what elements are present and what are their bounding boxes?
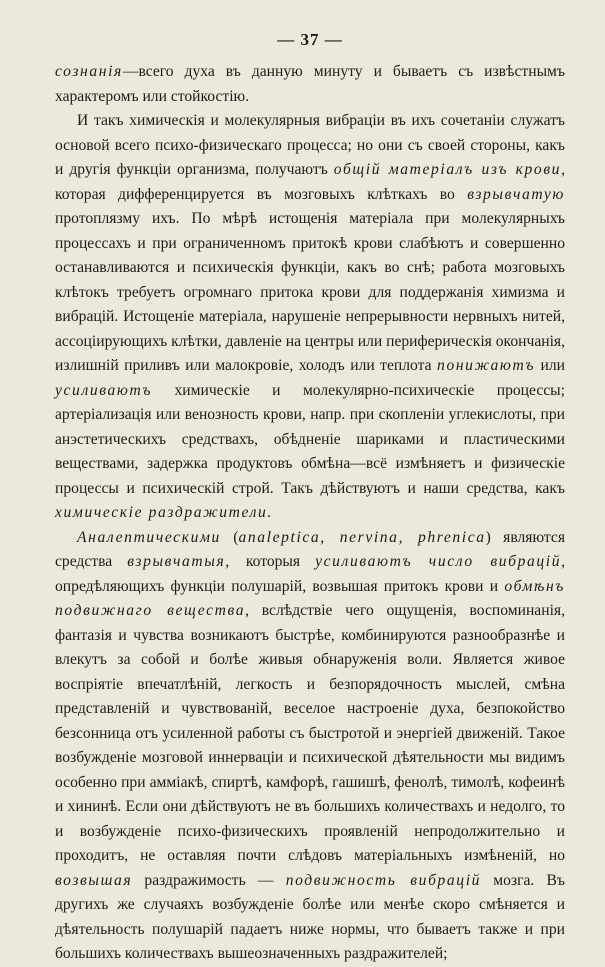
text-run: протоплязму ихъ. По мѣрѣ истощенія матеріала при молекулярныхъ процессахъ и при ограниченномъ притокѣ крови слабѣютъ и совершенно останавливаются и психическія функціи, какъ во снѣ; работа мозговыхъ клѣтокъ требуетъ огромнаго притока крови для поддержанія химизма и вибрацій. Истощеніе матеріала, нарушеніе непрерывности нервныхъ нитей, ассоціирующихъ клѣтки, давленіе на центры или периферическія окончанія, излишній приливъ или малокровіе, холодъ или теплота — [55, 210, 565, 374]
emphasized-text: сознанія — [55, 63, 123, 80]
text-run: или — [535, 357, 565, 374]
text-run: раздражимость — — [132, 871, 286, 889]
emphasized-text: analeptica, nervina, phrenica — [238, 528, 486, 546]
text-run: химическіе и молекулярно-психическіе процессы; артеріализація или венозность крови, напр. при скопленіи углекислоты, при анэстетическихъ средствахъ, обѣдненіе шариками и пластическими веществами, задержка продуктовъ обмѣна—всё измѣняетъ и физическіе процессы и психическій строй. Такъ дѣйствуютъ и наши средства, какъ — [55, 381, 565, 497]
text-run: —всего духа въ данную минуту и бываетъ съ извѣстнымъ характеромъ или стойкостію. — [55, 63, 565, 105]
emphasized-text: взрывчатыя, — [127, 553, 231, 570]
paragraph — [55, 109, 565, 526]
text-run: , вслѣдствіе чего ощущенія, воспоминанія, фантазія и чувства возникаютъ быстрѣе, комбинируются разнообразнѣе и влекутъ за собой и болѣе живыя обнаруженія воли. Является живое воспріятіе впечатлѣній, легкость и безпорядочность мыслей, смѣна представленій и чувствованій, веселое настроеніе духа, безпокойство безсонница отъ усиленной работы съ быстротой и энергіей движеній. Такое возбужденіе мозговой иннерваціи и психической дѣятельности мы видимъ особенно при аммiакѣ, спиртѣ, камфорѣ, гашишѣ, фенолѣ, тимолѣ, кофеинѣ и хининѣ. Если они дѣйствуютъ не въ большихъ количествахъ и недолго, то и возбужденіе психо-физическихъ проявленій непродолжительно и проходитъ, не оставляя почти слѣдовъ матеріальныхъ измѣненій, но — [55, 602, 565, 864]
emphasized-text: подвижность вибрацій — [285, 871, 482, 889]
text-run: мозга. Въ другихъ же случаяхъ возбужденіе болѣе или менѣе скоро смѣняется и дѣятельность полушарій падаетъ ниже нормы, что бываетъ также и при большихъ количествахъ вышеозначенныхъ раздражителей; — [55, 871, 565, 962]
page-number: — 37 — — [277, 30, 343, 49]
text-run: ( — [220, 528, 239, 546]
emphasized-text: Аналептическими — [77, 528, 221, 546]
emphasized-text: понижаютъ — [437, 357, 536, 374]
emphasized-text: общій матеріалъ изъ крови — [333, 161, 562, 178]
body-text — [55, 60, 565, 967]
emphasized-text: усиливаютъ число вибрацій — [315, 553, 562, 570]
emphasized-text: химическіе раздражители. — [55, 504, 273, 521]
text-run: , опредѣляющихъ функціи полушарій, возвышая притокъ крови и — [55, 553, 565, 595]
emphasized-text: усиливаютъ — [55, 381, 153, 399]
paragraph — [55, 526, 565, 967]
emphasized-text: возвышая — [55, 871, 133, 889]
text-run: ) являются средства — [55, 528, 566, 570]
text-run: которыя — [230, 553, 316, 570]
text-run: И такъ химическія и молекулярныя вибраціи въ ихъ сочетаніи служатъ основой всего психо-физическаго процесса; но они съ своей стороны, какъ и другія функціи организма, получаютъ — [55, 112, 565, 178]
text-run: , которая дифференцируется въ мозговыхъ клѣткахъ во — [55, 161, 565, 203]
emphasized-text: взрывчатую — [467, 185, 565, 203]
paragraph — [55, 60, 565, 109]
emphasized-text: обмѣнъ подвижнаго вещества — [55, 577, 565, 619]
